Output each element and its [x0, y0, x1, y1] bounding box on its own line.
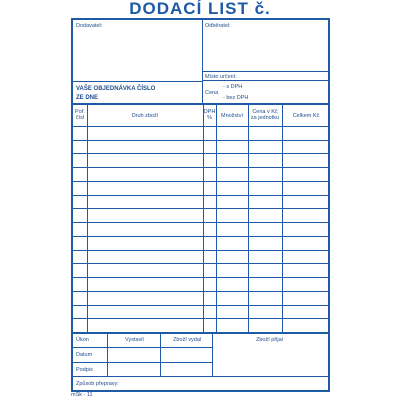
order-date-label: ZE DNE — [76, 95, 99, 101]
transport-label: Způsob přepravy: — [76, 381, 119, 387]
table-row-line — [73, 140, 330, 141]
col-header-unit-price-line2: za jednotku — [250, 115, 280, 121]
destination-label: Místo určení: — [205, 74, 237, 80]
form-code: mSk - 11 — [71, 392, 93, 398]
table-row-line — [73, 167, 330, 168]
col-header-unit-price — [248, 109, 282, 121]
bottom-col-line-2 — [160, 332, 161, 376]
col-header-goods-type: Druh zboží — [131, 113, 159, 119]
bottom-row-line-2 — [73, 362, 212, 363]
bottom-col-line-3 — [212, 332, 213, 376]
table-row-line — [73, 153, 330, 154]
table-row-line — [73, 318, 330, 319]
col-header-quantity: Množství — [220, 113, 243, 119]
price-with-vat-label: - s DPH — [223, 84, 243, 90]
issued-by-label: Vystavil — [125, 337, 144, 343]
price-without-vat-label: - bez DPH — [223, 95, 249, 101]
price-label: Cena — [205, 90, 219, 96]
delivery-note-form — [71, 18, 330, 392]
col-header-vat-line1: DPH — [203, 109, 216, 115]
transport-divider — [73, 376, 330, 377]
table-row-line — [73, 222, 330, 223]
supplier-label: Dodavatel: — [76, 23, 103, 29]
bottom-col-line-1 — [107, 332, 108, 376]
order-divider — [73, 81, 202, 82]
header-divider — [202, 20, 203, 103]
col-header-vat-line2: % — [207, 115, 212, 121]
destination-divider — [202, 71, 330, 72]
bottom-section-top — [73, 332, 330, 334]
col-header-vat — [203, 109, 216, 121]
signature-label: Podpis — [76, 367, 93, 373]
table-header-bottom — [73, 126, 330, 127]
table-top-border — [73, 103, 330, 105]
col-header-row-number-line1: Poř. — [74, 109, 86, 115]
table-row-line — [73, 208, 330, 209]
bottom-row-line-1 — [73, 347, 212, 348]
goods-issued-label: Zboží vydal — [173, 337, 202, 343]
col-header-total: Celkem Kč — [292, 113, 320, 119]
customer-label: Odběratel: — [205, 23, 231, 29]
table-column-line — [248, 103, 249, 332]
destination-bottom — [202, 80, 330, 81]
col-header-row-number-line2: čísl — [75, 115, 85, 121]
col-header-row-number — [73, 109, 87, 121]
table-row-line — [73, 305, 330, 306]
document-title: DODACÍ LIST č. — [129, 0, 271, 18]
table-row-line — [73, 291, 330, 292]
table-row-line — [73, 263, 330, 264]
col-header-unit-price-line1: Cena v Kč — [252, 109, 278, 115]
table-column-line — [203, 103, 204, 332]
table-row-line — [73, 277, 330, 278]
table-row-line — [73, 181, 330, 182]
table-column-line — [216, 103, 217, 332]
date-label: Datum — [76, 352, 93, 358]
table-row-line — [73, 250, 330, 251]
goods-received-label: Zboží přijal — [256, 337, 283, 343]
action-label: Úkon — [76, 337, 89, 343]
table-row-line — [73, 236, 330, 237]
table-column-line — [87, 103, 88, 332]
order-number-label: VAŠE OBJEDNÁVKA ČÍSLO — [76, 86, 156, 92]
table-column-line — [282, 103, 283, 332]
table-row-line — [73, 195, 330, 196]
